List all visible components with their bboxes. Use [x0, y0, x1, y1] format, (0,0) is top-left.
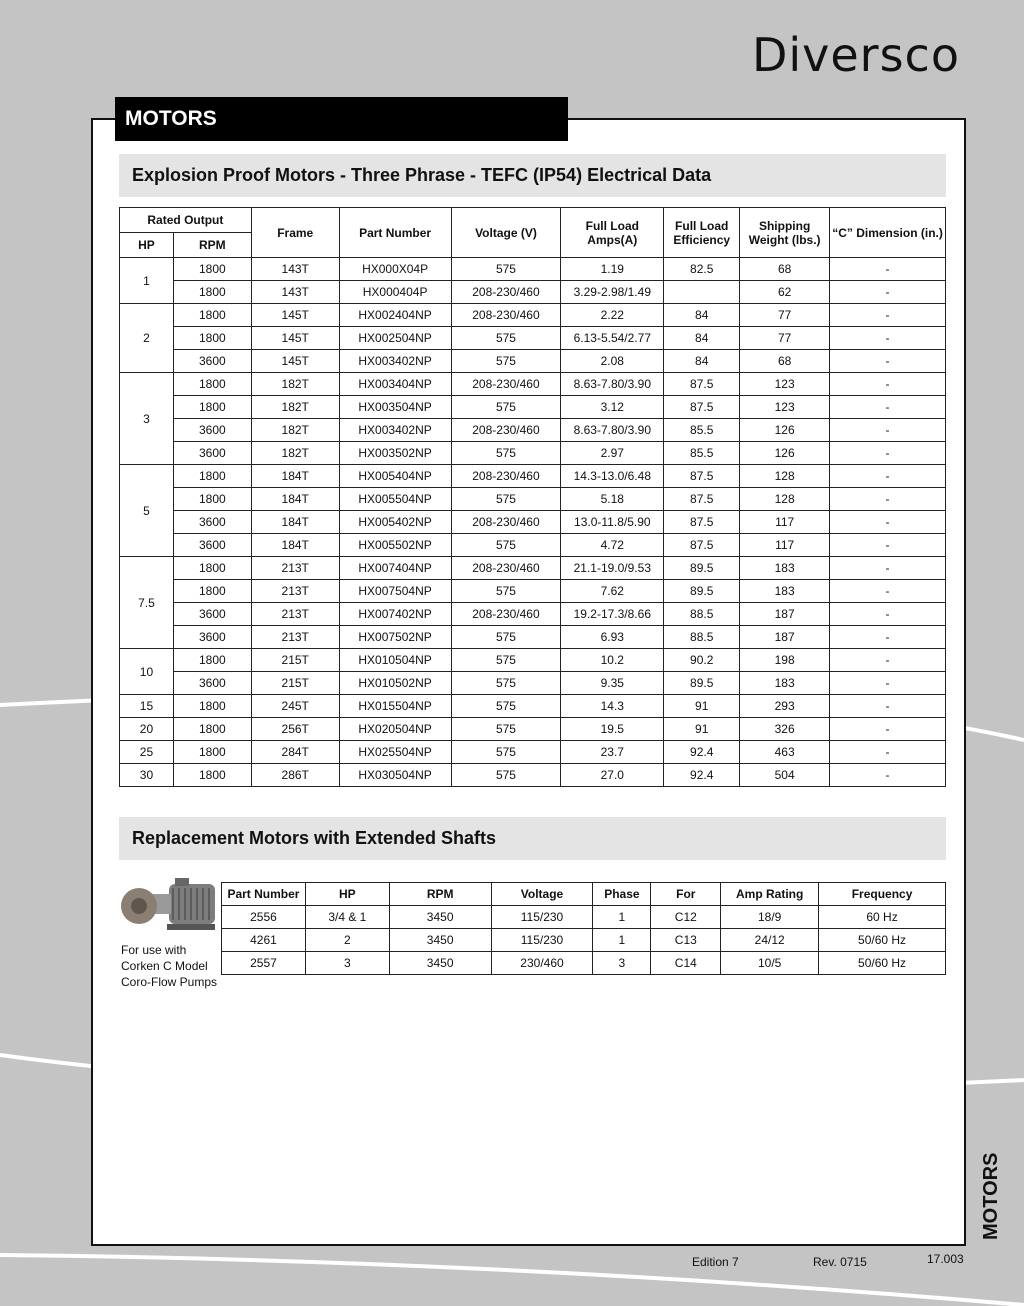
hp-cell: 7.5 [120, 557, 174, 649]
motor-cell: HX020504NP [339, 718, 451, 741]
motor-cell: 3600 [173, 626, 251, 649]
header-hp: HP [120, 233, 174, 258]
header-voltage: Voltage (V) [451, 208, 561, 258]
explosion-proof-heading: Explosion Proof Motors - Three Phrase - TEFC (IP54) Electrical Data [119, 154, 946, 197]
motor-row [120, 672, 946, 695]
motor-row [120, 442, 946, 465]
motor-cell: 208-230/460 [451, 557, 561, 580]
replacement-cell: 3450 [389, 952, 491, 975]
motor-cell: 92.4 [664, 741, 740, 764]
motor-cell: 575 [451, 442, 561, 465]
motor-cell: - [830, 534, 946, 557]
motor-cell: 117 [740, 511, 830, 534]
motor-cell: HX002404NP [339, 304, 451, 327]
motor-cell: - [830, 718, 946, 741]
motor-row [120, 741, 946, 764]
motor-row [120, 281, 946, 304]
motor-cell: 1800 [173, 580, 251, 603]
repl-header: Part Number [222, 883, 306, 906]
replacement-heading: Replacement Motors with Extended Shafts [119, 817, 946, 860]
motor-cell: 286T [251, 764, 339, 787]
motor-cell: 215T [251, 672, 339, 695]
motor-cell: - [830, 695, 946, 718]
hp-cell: 10 [120, 649, 174, 695]
motor-cell: 27.0 [561, 764, 664, 787]
motor-cell: 3.12 [561, 396, 664, 419]
motor-cell: HX005402NP [339, 511, 451, 534]
motor-cell: 208-230/460 [451, 465, 561, 488]
motor-row [120, 626, 946, 649]
motor-cell: 1800 [173, 465, 251, 488]
repl-header: HP [305, 883, 389, 906]
motor-cell: 91 [664, 695, 740, 718]
motor-cell: 3600 [173, 419, 251, 442]
replacement-cell: 115/230 [491, 929, 593, 952]
motor-cell: 88.5 [664, 626, 740, 649]
replacement-cell: 3/4 & 1 [305, 906, 389, 929]
replacement-cell: C12 [651, 906, 721, 929]
motor-cell: 7.62 [561, 580, 664, 603]
motor-row [120, 718, 946, 741]
replacement-table-body [222, 906, 946, 975]
motor-cell: 575 [451, 350, 561, 373]
explosion-proof-table-body [120, 258, 946, 787]
motor-cell: 87.5 [664, 511, 740, 534]
motor-cell: - [830, 649, 946, 672]
motor-cell: 10.2 [561, 649, 664, 672]
motor-cell: 68 [740, 350, 830, 373]
motor-cell: 208-230/460 [451, 373, 561, 396]
motor-cell: HX000X04P [339, 258, 451, 281]
hp-cell: 1 [120, 258, 174, 304]
motor-cell: 1800 [173, 327, 251, 350]
motor-cell: 184T [251, 488, 339, 511]
motor-cell: 145T [251, 327, 339, 350]
motor-cell: 575 [451, 718, 561, 741]
header-shipping-weight: Shipping Weight (lbs.) [740, 208, 830, 258]
replacement-cell: 3 [305, 952, 389, 975]
motor-cell: HX000404P [339, 281, 451, 304]
replacement-cell: 2 [305, 929, 389, 952]
motor-cell: 1800 [173, 764, 251, 787]
motor-cell: - [830, 396, 946, 419]
motor-cell: - [830, 281, 946, 304]
motor-cell: 87.5 [664, 488, 740, 511]
motor-row [120, 350, 946, 373]
motor-cell: 92.4 [664, 764, 740, 787]
brand-logo: Diversco [751, 28, 960, 82]
motor-cell: 84 [664, 304, 740, 327]
motor-cell: 575 [451, 649, 561, 672]
motor-cell: 145T [251, 350, 339, 373]
motor-cell: HX007502NP [339, 626, 451, 649]
motor-cell: - [830, 603, 946, 626]
replacement-cell: 50/60 Hz [819, 952, 946, 975]
motor-cell: 575 [451, 695, 561, 718]
motor-cell: 87.5 [664, 373, 740, 396]
motor-cell: - [830, 741, 946, 764]
motor-cell: 89.5 [664, 672, 740, 695]
hp-cell: 5 [120, 465, 174, 557]
motor-cell: 463 [740, 741, 830, 764]
motor-cell: 198 [740, 649, 830, 672]
replacement-cell: 2556 [222, 906, 306, 929]
hp-cell: 20 [120, 718, 174, 741]
caption-line: Coro-Flow Pumps [121, 975, 218, 989]
motor-cell: 13.0-11.8/5.90 [561, 511, 664, 534]
motor-row [120, 488, 946, 511]
motor-cell: 85.5 [664, 442, 740, 465]
motor-cell: 77 [740, 327, 830, 350]
replacement-row [222, 906, 946, 929]
motor-cell: 85.5 [664, 419, 740, 442]
hp-cell: 15 [120, 695, 174, 718]
motor-cell: 6.13-5.54/2.77 [561, 327, 664, 350]
motor-row [120, 465, 946, 488]
motor-cell: 1800 [173, 695, 251, 718]
motor-cell: 8.63-7.80/3.90 [561, 419, 664, 442]
replacement-cell: 2557 [222, 952, 306, 975]
replacement-cell: 24/12 [721, 929, 819, 952]
motor-cell: 21.1-19.0/9.53 [561, 557, 664, 580]
motor-cell: - [830, 557, 946, 580]
replacement-cell: C13 [651, 929, 721, 952]
motor-cell: 6.93 [561, 626, 664, 649]
motor-cell: HX005504NP [339, 488, 451, 511]
motor-cell: - [830, 580, 946, 603]
motor-row [120, 580, 946, 603]
motor-cell: 2.97 [561, 442, 664, 465]
motor-cell: HX003402NP [339, 419, 451, 442]
motor-cell: - [830, 350, 946, 373]
motor-row [120, 695, 946, 718]
motor-cell: 3600 [173, 603, 251, 626]
motor-cell: 575 [451, 488, 561, 511]
header-c-dimension: “C” Dimension (in.) [830, 208, 946, 258]
motor-cell: 575 [451, 327, 561, 350]
replacement-cell: 10/5 [721, 952, 819, 975]
pump-caption [121, 942, 217, 990]
motor-cell: HX003404NP [339, 373, 451, 396]
motor-cell: 182T [251, 373, 339, 396]
motor-cell: 3600 [173, 534, 251, 557]
pump-motor-image [117, 874, 219, 940]
motor-cell: 3.29-2.98/1.49 [561, 281, 664, 304]
motor-cell: 145T [251, 304, 339, 327]
motor-cell: - [830, 672, 946, 695]
motor-cell: HX005502NP [339, 534, 451, 557]
motor-cell: 208-230/460 [451, 304, 561, 327]
motor-cell: 1.19 [561, 258, 664, 281]
section-tab: MOTORS [115, 97, 568, 141]
motor-cell: 183 [740, 672, 830, 695]
motor-cell [664, 281, 740, 304]
repl-header: Amp Rating [721, 883, 819, 906]
caption-line: Corken C Model [121, 959, 208, 973]
motor-cell: 84 [664, 327, 740, 350]
motor-cell: 1800 [173, 649, 251, 672]
motor-cell: 326 [740, 718, 830, 741]
motor-cell: 256T [251, 718, 339, 741]
motor-cell: 3600 [173, 442, 251, 465]
header-frame: Frame [251, 208, 339, 258]
motor-cell: HX005404NP [339, 465, 451, 488]
motor-cell: 82.5 [664, 258, 740, 281]
motor-cell: 87.5 [664, 534, 740, 557]
motor-cell: 284T [251, 741, 339, 764]
motor-cell: 143T [251, 281, 339, 304]
motor-cell: - [830, 511, 946, 534]
motor-row [120, 557, 946, 580]
motor-cell: 575 [451, 258, 561, 281]
motor-cell: 1800 [173, 304, 251, 327]
motor-cell: 213T [251, 626, 339, 649]
motor-cell: 215T [251, 649, 339, 672]
hp-cell: 3 [120, 373, 174, 465]
motor-cell: 187 [740, 603, 830, 626]
repl-header: Voltage [491, 883, 593, 906]
motor-cell: 143T [251, 258, 339, 281]
motor-cell: 89.5 [664, 557, 740, 580]
motor-cell: HX007402NP [339, 603, 451, 626]
motor-row [120, 419, 946, 442]
motor-row [120, 304, 946, 327]
replacement-table [221, 882, 946, 975]
motor-cell: 89.5 [664, 580, 740, 603]
motor-cell: 2.08 [561, 350, 664, 373]
motor-cell: 575 [451, 626, 561, 649]
motor-cell: 575 [451, 672, 561, 695]
motor-cell: 62 [740, 281, 830, 304]
motor-cell: 182T [251, 442, 339, 465]
motor-cell: - [830, 442, 946, 465]
motor-cell: 14.3-13.0/6.48 [561, 465, 664, 488]
motor-cell: - [830, 258, 946, 281]
motor-row [120, 373, 946, 396]
replacement-cell: 4261 [222, 929, 306, 952]
motor-cell: 208-230/460 [451, 603, 561, 626]
motor-cell: HX015504NP [339, 695, 451, 718]
repl-header: RPM [389, 883, 491, 906]
motor-row [120, 396, 946, 419]
replacement-cell: 50/60 Hz [819, 929, 946, 952]
motor-cell: HX003502NP [339, 442, 451, 465]
footer-edition: Edition 7 [692, 1255, 739, 1269]
hp-cell: 25 [120, 741, 174, 764]
motor-cell: 1800 [173, 741, 251, 764]
hp-cell: 30 [120, 764, 174, 787]
repl-header: For [651, 883, 721, 906]
motor-cell: 9.35 [561, 672, 664, 695]
motor-cell: 1800 [173, 373, 251, 396]
motor-cell: - [830, 764, 946, 787]
motor-cell: 123 [740, 396, 830, 419]
motor-cell: 8.63-7.80/3.90 [561, 373, 664, 396]
motor-cell: 23.7 [561, 741, 664, 764]
caption-line: For use with [121, 943, 187, 957]
repl-header: Phase [593, 883, 651, 906]
motor-cell: 117 [740, 534, 830, 557]
footer-page-number: 17.003 [927, 1252, 964, 1266]
header-rated-output: Rated Output [120, 208, 252, 233]
motor-cell: - [830, 488, 946, 511]
replacement-cell: 1 [593, 929, 651, 952]
motor-row [120, 649, 946, 672]
motor-cell: 575 [451, 580, 561, 603]
header-full-load-amps: Full Load Amps(A) [561, 208, 664, 258]
motor-cell: HX007504NP [339, 580, 451, 603]
motor-cell: 1800 [173, 396, 251, 419]
motor-cell: 77 [740, 304, 830, 327]
motor-cell: 19.2-17.3/8.66 [561, 603, 664, 626]
motor-cell: - [830, 465, 946, 488]
motor-row [120, 534, 946, 557]
footer-revision: Rev. 0715 [813, 1255, 867, 1269]
replacement-cell: C14 [651, 952, 721, 975]
motor-cell: HX003402NP [339, 350, 451, 373]
explosion-proof-table [119, 207, 946, 787]
motor-cell: HX010502NP [339, 672, 451, 695]
motor-cell: - [830, 419, 946, 442]
replacement-cell: 3450 [389, 929, 491, 952]
repl-header: Frequency [819, 883, 946, 906]
motor-cell: 2.22 [561, 304, 664, 327]
motor-row [120, 603, 946, 626]
motor-cell: 87.5 [664, 396, 740, 419]
motor-cell: 208-230/460 [451, 281, 561, 304]
motor-cell: 187 [740, 626, 830, 649]
motor-cell: 213T [251, 580, 339, 603]
motor-cell: 1800 [173, 488, 251, 511]
motor-cell: 184T [251, 465, 339, 488]
replacement-cell: 230/460 [491, 952, 593, 975]
motor-cell: 19.5 [561, 718, 664, 741]
motor-row [120, 258, 946, 281]
replacement-cell: 60 Hz [819, 906, 946, 929]
motor-cell: 5.18 [561, 488, 664, 511]
motor-cell: 182T [251, 419, 339, 442]
motor-cell: HX003504NP [339, 396, 451, 419]
motor-cell: 91 [664, 718, 740, 741]
motor-cell: 183 [740, 580, 830, 603]
header-part-number: Part Number [339, 208, 451, 258]
motor-cell: 128 [740, 465, 830, 488]
motor-cell: 213T [251, 557, 339, 580]
motor-cell: 14.3 [561, 695, 664, 718]
motor-cell: 4.72 [561, 534, 664, 557]
replacement-cell: 3 [593, 952, 651, 975]
motor-cell: 184T [251, 511, 339, 534]
motor-row [120, 327, 946, 350]
motor-cell: 208-230/460 [451, 511, 561, 534]
motor-cell: 3600 [173, 672, 251, 695]
side-section-label: MOTORS [980, 1152, 1002, 1240]
motor-cell: 184T [251, 534, 339, 557]
motor-cell: - [830, 373, 946, 396]
motor-cell: 575 [451, 741, 561, 764]
motor-cell: 1800 [173, 258, 251, 281]
motor-cell: 1800 [173, 718, 251, 741]
motor-cell: 90.2 [664, 649, 740, 672]
motor-cell: - [830, 626, 946, 649]
motor-cell: 123 [740, 373, 830, 396]
header-rpm: RPM [173, 233, 251, 258]
motor-cell: 575 [451, 764, 561, 787]
motor-cell: 575 [451, 396, 561, 419]
motor-cell: HX002504NP [339, 327, 451, 350]
motor-cell: 126 [740, 442, 830, 465]
motor-cell: 1800 [173, 281, 251, 304]
motor-cell: 126 [740, 419, 830, 442]
replacement-cell: 18/9 [721, 906, 819, 929]
motor-row [120, 764, 946, 787]
replacement-row [222, 952, 946, 975]
motor-cell: 575 [451, 534, 561, 557]
motor-cell: 128 [740, 488, 830, 511]
motor-cell: 245T [251, 695, 339, 718]
hp-cell: 2 [120, 304, 174, 373]
motor-cell: - [830, 304, 946, 327]
motor-cell: 88.5 [664, 603, 740, 626]
motor-cell: 213T [251, 603, 339, 626]
motor-cell: - [830, 327, 946, 350]
motor-cell: 182T [251, 396, 339, 419]
motor-cell: 68 [740, 258, 830, 281]
motor-cell: HX025504NP [339, 741, 451, 764]
motor-cell: 3600 [173, 350, 251, 373]
motor-cell: 84 [664, 350, 740, 373]
motor-cell: 183 [740, 557, 830, 580]
header-full-load-efficiency: Full Load Efficiency [664, 208, 740, 258]
replacement-cell: 3450 [389, 906, 491, 929]
replacement-cell: 115/230 [491, 906, 593, 929]
motor-cell: 1800 [173, 557, 251, 580]
motor-cell: HX030504NP [339, 764, 451, 787]
motor-cell: 87.5 [664, 465, 740, 488]
motor-cell: HX010504NP [339, 649, 451, 672]
replacement-cell: 1 [593, 906, 651, 929]
motor-cell: 293 [740, 695, 830, 718]
motor-cell: 3600 [173, 511, 251, 534]
replacement-row [222, 929, 946, 952]
motor-cell: HX007404NP [339, 557, 451, 580]
motor-cell: 208-230/460 [451, 419, 561, 442]
motor-row [120, 511, 946, 534]
motor-cell: 504 [740, 764, 830, 787]
